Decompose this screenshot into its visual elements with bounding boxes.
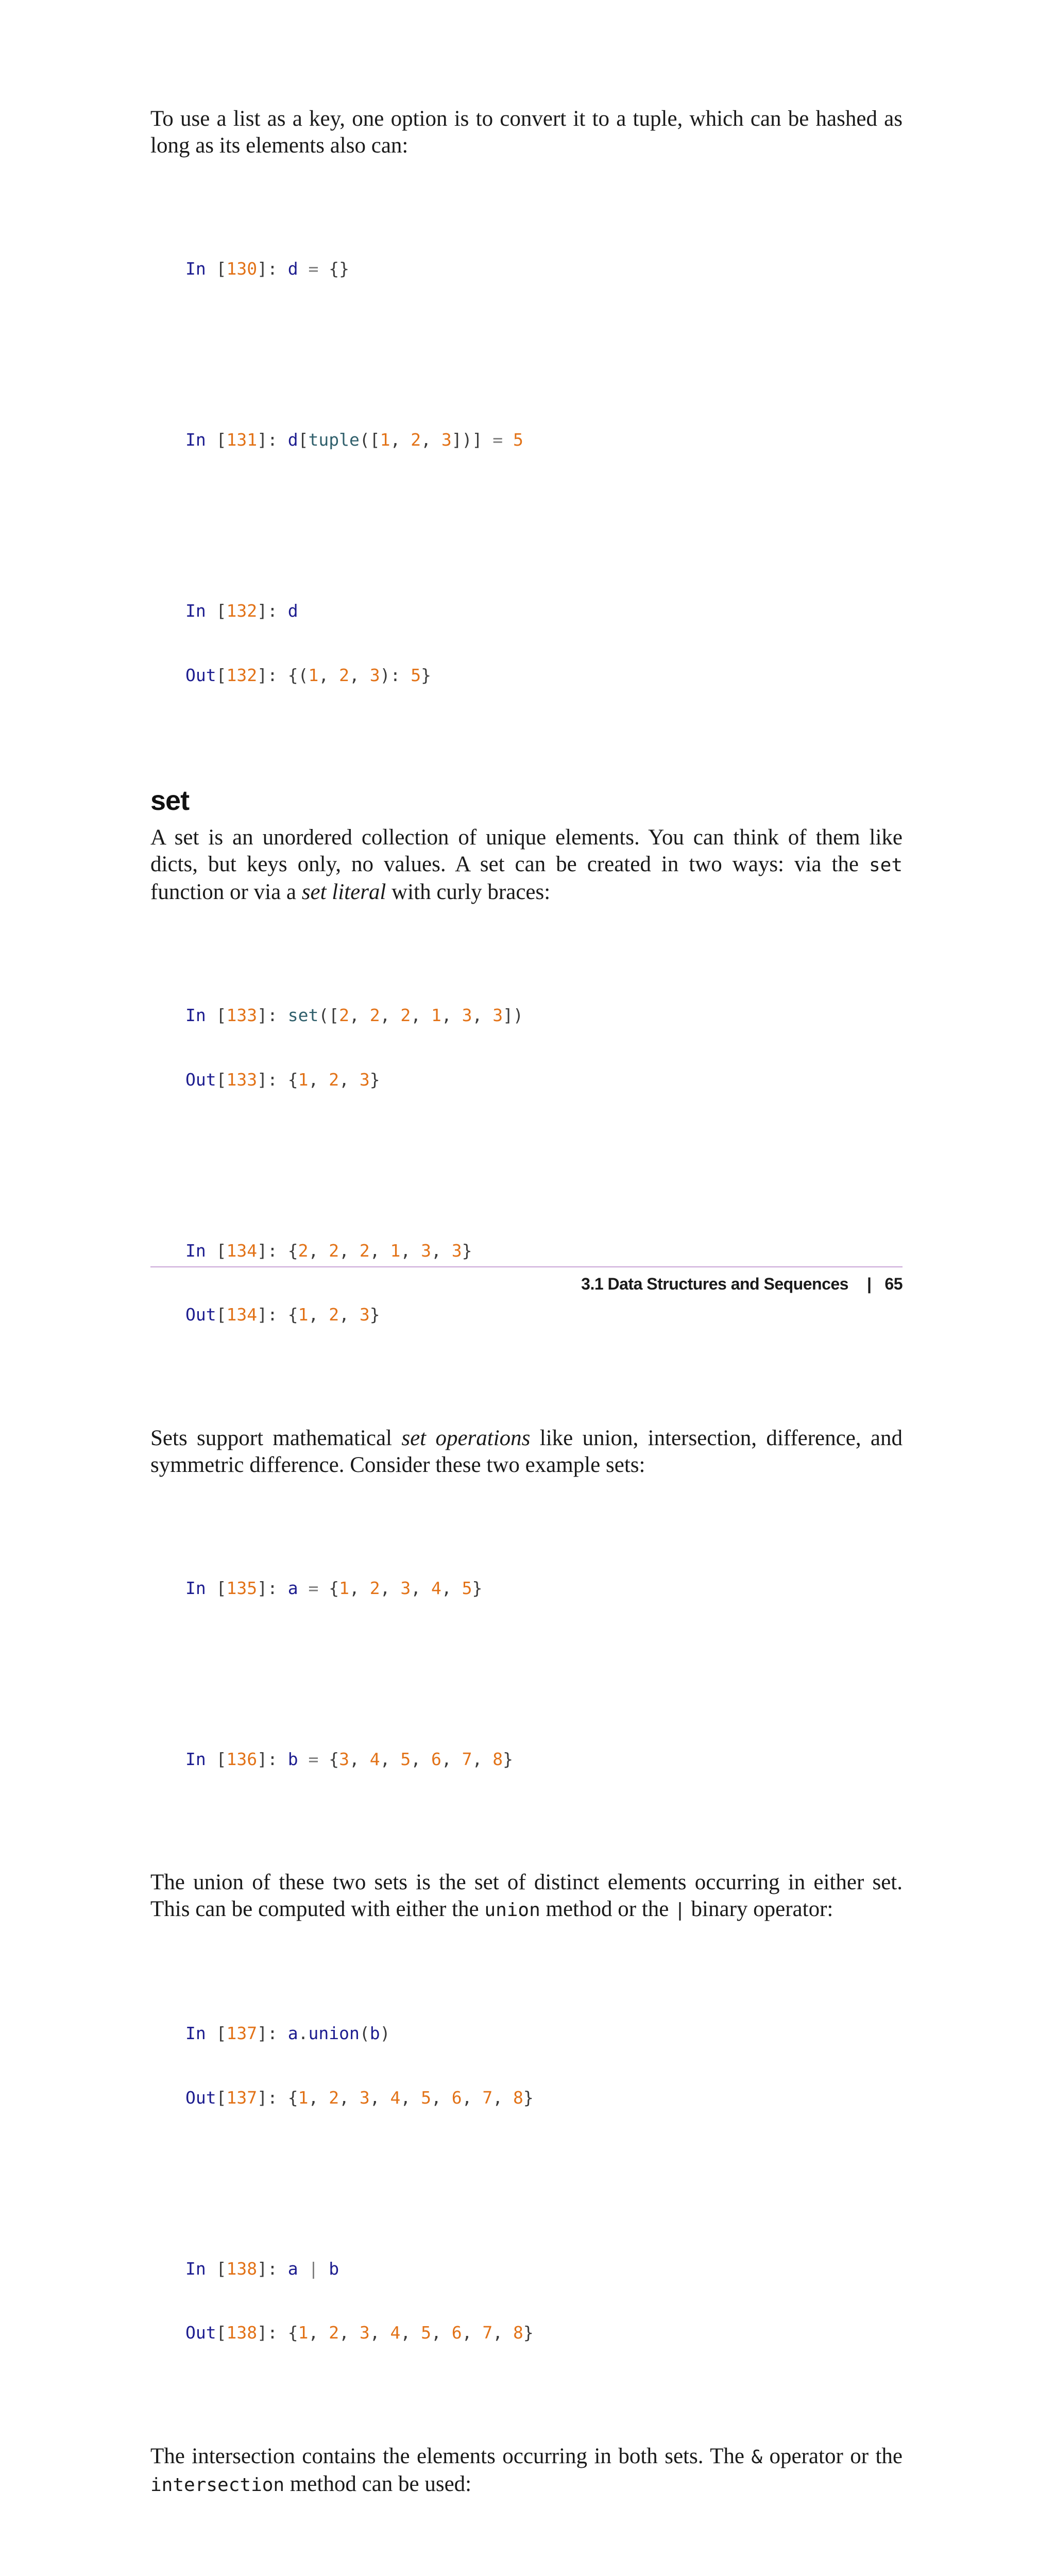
code-line-in-131: In [131]: d[tuple([1, 2, 3])] = 5 xyxy=(185,429,903,451)
inline-code-pipe: | xyxy=(674,1900,686,1921)
text-run: method or the xyxy=(540,1897,674,1921)
code-line-in-137: In [137]: a.union(b) xyxy=(185,2023,903,2044)
code-line-in-132: In [132]: d xyxy=(185,600,903,622)
code-line-in-134: In [134]: {2, 2, 2, 1, 3, 3} xyxy=(185,1240,903,1262)
text-run: Sets support mathematical xyxy=(150,1426,401,1450)
code-block-set-create xyxy=(185,919,903,1411)
code-line-out-132: Out[132]: {(1, 2, 3): 5} xyxy=(185,665,903,686)
paragraph-union xyxy=(150,1869,903,1924)
code-line-out-134: Out[134]: {1, 2, 3} xyxy=(185,1304,903,1326)
code-block-union xyxy=(185,1937,903,2429)
code-cell-131 xyxy=(185,386,903,494)
code-line-in-138: In [138]: a | b xyxy=(185,2258,903,2280)
emphasis-set-operations: set operations xyxy=(401,1426,530,1450)
code-cell-130 xyxy=(185,215,903,323)
footer-separator: | xyxy=(867,1273,871,1295)
emphasis-set-literal: set literal xyxy=(302,880,386,904)
inline-code-union: union xyxy=(484,1900,540,1921)
code-line-in-133: In [133]: set([2, 2, 2, 1, 3, 3]) xyxy=(185,1005,903,1026)
text-run: function or via a xyxy=(150,880,302,904)
text-run: The union of these two sets is the set of distinct elements occurring in either set. This can be computed with either the xyxy=(150,1870,903,1921)
text-run: operator or the xyxy=(762,2444,903,2468)
inline-code-set: set xyxy=(869,855,903,876)
page-footer xyxy=(581,1273,903,1295)
code-cell-137 xyxy=(185,1980,903,2151)
code-line-out-133: Out[133]: {1, 2, 3} xyxy=(185,1069,903,1091)
code-cell-136 xyxy=(185,1706,903,1813)
paragraph-intersection xyxy=(150,2443,903,2499)
footer-section-title: 3.1 Data Structures and Sequences xyxy=(581,1273,848,1295)
text-run: A set is an unordered collection of unique elements. You can think of them like dicts, but keys only, no values. A set can be created in two ways: via the xyxy=(150,825,903,876)
code-cell-135 xyxy=(185,1535,903,1642)
text-run: The intersection contains the elements occurring in both sets. The xyxy=(150,2444,751,2468)
paragraph-set-intro xyxy=(150,824,903,906)
code-cell-139 xyxy=(185,2555,903,2576)
code-block-example-sets xyxy=(185,1492,903,1856)
paragraph-set-operations xyxy=(150,1425,903,1479)
text-run: binary operator: xyxy=(686,1897,833,1921)
code-cell-132 xyxy=(185,557,903,728)
paragraph-list-as-key: To use a list as a key, one option is to convert it to a tuple, which can be hashed as long as its elements also can: xyxy=(150,106,903,159)
code-line-in-136: In [136]: b = {3, 4, 5, 6, 7, 8} xyxy=(185,1749,903,1770)
inline-code-ampersand: & xyxy=(751,2447,762,2468)
code-cell-138 xyxy=(185,2215,903,2386)
text-run: like union, intersection, difference, and symmetric difference. Consider these two example sets: xyxy=(150,1426,903,1477)
code-block-tuple-key xyxy=(185,173,903,771)
code-line-out-138: Out[138]: {1, 2, 3, 4, 5, 6, 7, 8} xyxy=(185,2322,903,2344)
inline-code-intersection: intersection xyxy=(150,2475,284,2496)
code-line-out-137: Out[137]: {1, 2, 3, 4, 5, 6, 7, 8} xyxy=(185,2087,903,2109)
text-run: with curly braces: xyxy=(386,880,550,904)
footer-rule xyxy=(150,1266,903,1267)
code-line-in-130: In [130]: d = {} xyxy=(185,258,903,280)
section-title: set xyxy=(150,785,903,816)
page-number: 65 xyxy=(884,1273,903,1295)
page-body xyxy=(150,106,903,2576)
code-line-in-135: In [135]: a = {1, 2, 3, 4, 5} xyxy=(185,1578,903,1599)
text-run: method can be used: xyxy=(284,2472,471,2496)
code-block-intersection xyxy=(185,2512,903,2576)
code-cell-133 xyxy=(185,962,903,1133)
